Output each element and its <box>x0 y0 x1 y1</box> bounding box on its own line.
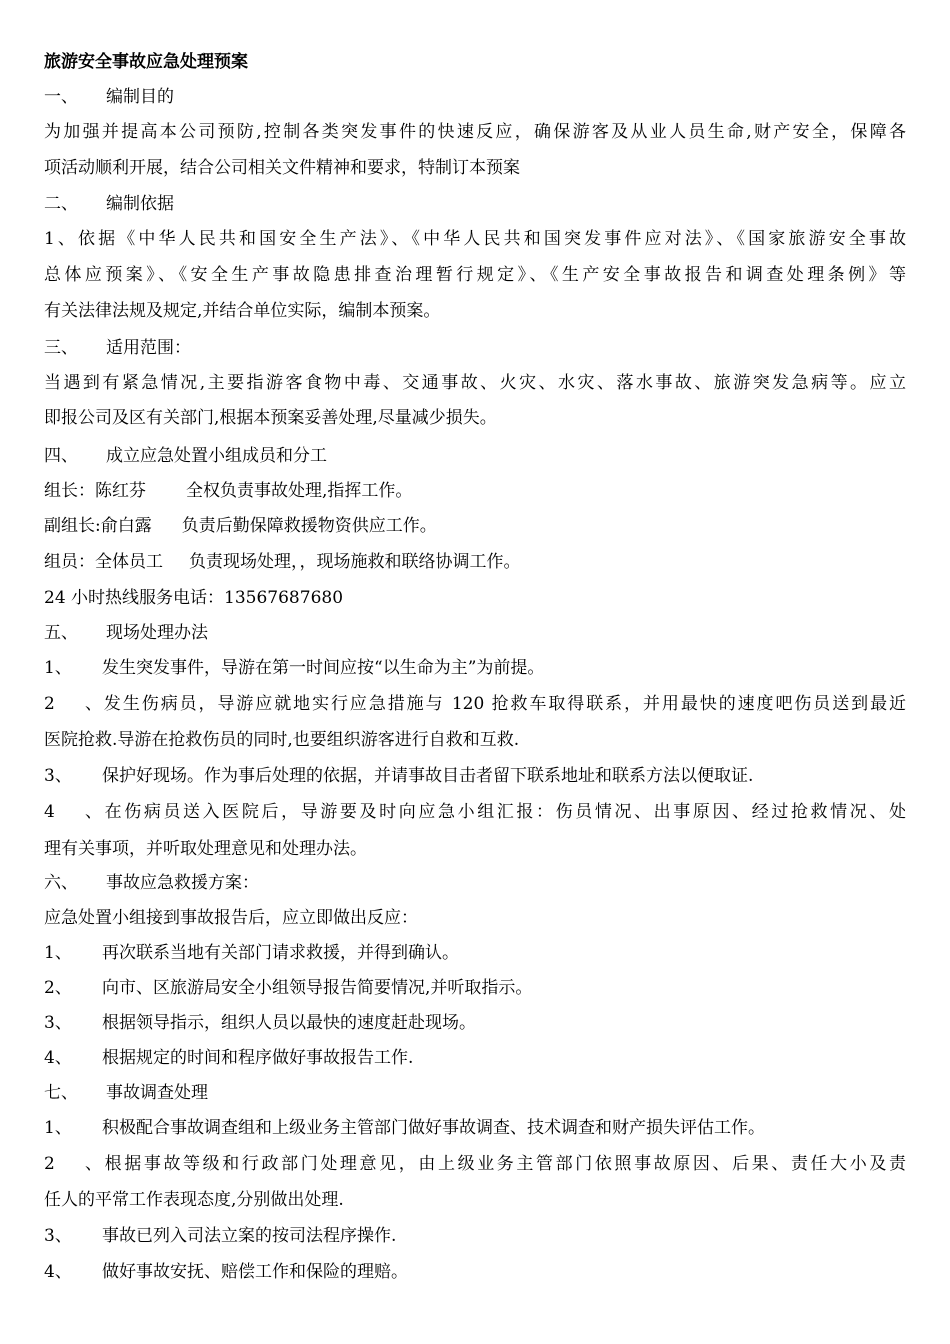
list-item <box>44 1152 906 1176</box>
section-number: 二、 <box>44 194 78 214</box>
list-item <box>44 656 544 680</box>
item-number: 4、 <box>44 1048 72 1068</box>
list-item <box>44 1116 765 1140</box>
team-deputy-line <box>44 514 437 538</box>
section-heading-2 <box>44 192 174 216</box>
paragraph-line: 总体应预案》、《安全生产事故隐患排查治理暂行规定》、《生产安全事故报告和调查处理条例》等 <box>44 265 906 285</box>
section-heading-6 <box>44 871 259 895</box>
item-text: 再次联系当地有关部门请求救援，并得到确认。 <box>102 943 459 963</box>
section-number: 一、 <box>44 87 78 107</box>
list-item <box>44 1224 396 1248</box>
list-item <box>44 941 459 965</box>
paragraph-line: 应急处置小组接到事故报告后，应立即做出反应： <box>44 908 418 928</box>
item-number: 1、 <box>44 943 72 963</box>
section-heading-7 <box>44 1081 208 1105</box>
role-label: 组长：陈红芬 <box>44 481 146 501</box>
item-number: 2、 <box>44 694 102 714</box>
section-number: 七、 <box>44 1083 78 1103</box>
section-number: 五、 <box>44 623 78 643</box>
item-text: 向市、区旅游局安全小组领导报告简要情况,并听取指示。 <box>102 978 533 998</box>
item-text: 积极配合事故调查组和上级业务主管部门做好事故调查、技术调查和财产损失评估工作。 <box>102 1118 765 1138</box>
team-member-line <box>44 550 521 574</box>
item-number: 1、 <box>44 658 72 678</box>
item-number: 3、 <box>44 1226 72 1246</box>
section-heading-5 <box>44 621 208 645</box>
section-title: 适用范围： <box>106 338 191 358</box>
paragraph-line: 医院抢救.导游在抢救伤员的同时,也要组织游客进行自救和互救. <box>44 730 520 750</box>
section-heading-4 <box>44 444 327 468</box>
item-number: 1、 <box>44 1118 72 1138</box>
item-text: 根据事故等级和行政部门处理意见，由上级业务主管部门依照事故原因、后果、责任大小及责 <box>102 1154 906 1174</box>
section-number: 六、 <box>44 873 78 893</box>
item-text: 做好事故安抚、赔偿工作和保险的理赔。 <box>102 1262 408 1282</box>
section-heading-1 <box>44 85 174 109</box>
document-title: 旅游安全事故应急处理预案 <box>44 52 248 72</box>
item-number: 4、 <box>44 1262 72 1282</box>
item-number: 2、 <box>44 1154 102 1174</box>
role-duty: 负责后勤保障救援物资供应工作。 <box>181 516 437 536</box>
paragraph-line: 有关法律法规及规定,并结合单位实际，编制本预案。 <box>44 301 441 321</box>
section-number: 三、 <box>44 338 78 358</box>
section-title: 事故调查处理 <box>106 1083 208 1103</box>
item-text: 根据领导指示，组织人员以最快的速度赶赴现场。 <box>102 1013 476 1033</box>
list-item <box>44 1260 408 1284</box>
section-number: 四、 <box>44 446 78 466</box>
item-text: 在伤病员送入医院后，导游要及时向应急小组汇报：伤员情况、出事原因、经过抢救情况、处 <box>102 802 906 822</box>
paragraph-line: 项活动顺利开展，结合公司相关文件精神和要求，特制订本预案 <box>44 158 520 178</box>
section-title: 成立应急处置小组成员和分工 <box>106 446 327 466</box>
role-duty: 负责现场处理，，现场施救和联络协调工作。 <box>189 552 521 572</box>
list-item <box>44 692 906 716</box>
section-title: 现场处理办法 <box>106 623 208 643</box>
list-item <box>44 800 906 824</box>
role-label: 组员：全体员工 <box>44 552 163 572</box>
role-label: 副组长:俞白露 <box>44 516 152 536</box>
list-item <box>44 976 532 1000</box>
paragraph-line: 为加强并提高本公司预防,控制各类突发事件的快速反应，确保游客及从业人员生命,财产安全，保障各 <box>44 122 906 142</box>
paragraph-line: 当遇到有紧急情况,主要指游客食物中毒、交通事故、火灾、水灾、落水事故、旅游突发急病等。应立 <box>44 373 906 393</box>
paragraph-line: 理有关事项，并听取处理意见和处理办法。 <box>44 839 367 859</box>
paragraph-line: 1、依据《中华人民共和国安全生产法》、《中华人民共和国突发事件应对法》、《国家旅游安全事故 <box>44 229 906 249</box>
item-text: 根据规定的时间和程序做好事故报告工作. <box>102 1048 414 1068</box>
item-number: 3、 <box>44 1013 72 1033</box>
team-leader-line <box>44 479 412 503</box>
section-title: 编制目的 <box>106 87 174 107</box>
section-title: 事故应急救援方案： <box>106 873 259 893</box>
item-number: 3、 <box>44 766 72 786</box>
list-item <box>44 1046 413 1070</box>
section-title: 编制依据 <box>106 194 174 214</box>
paragraph-line: 即报公司及区有关部门,根据本预案妥善处理,尽量减少损失。 <box>44 408 497 428</box>
hotline-line: 24 小时热线服务电话：13567687680 <box>44 588 344 608</box>
item-number: 4、 <box>44 802 102 822</box>
list-item <box>44 764 753 788</box>
item-text: 事故已列入司法立案的按司法程序操作. <box>102 1226 397 1246</box>
role-duty: 全权负责事故处理,指挥工作。 <box>186 481 413 501</box>
list-item <box>44 1011 476 1035</box>
item-number: 2、 <box>44 978 72 998</box>
item-text: 保护好现场。作为事后处理的依据，并请事故目击者留下联系地址和联系方法以便取证. <box>102 766 754 786</box>
item-text: 发生突发事件，导游在第一时间应按“以生命为主”为前提。 <box>102 658 545 678</box>
paragraph-line: 任人的平常工作表现态度,分别做出处理. <box>44 1190 344 1210</box>
item-text: 发生伤病员，导游应就地实行应急措施与 120 抢救车取得联系，并用最快的速度吧伤员送到最近 <box>102 694 906 714</box>
section-heading-3 <box>44 336 191 360</box>
